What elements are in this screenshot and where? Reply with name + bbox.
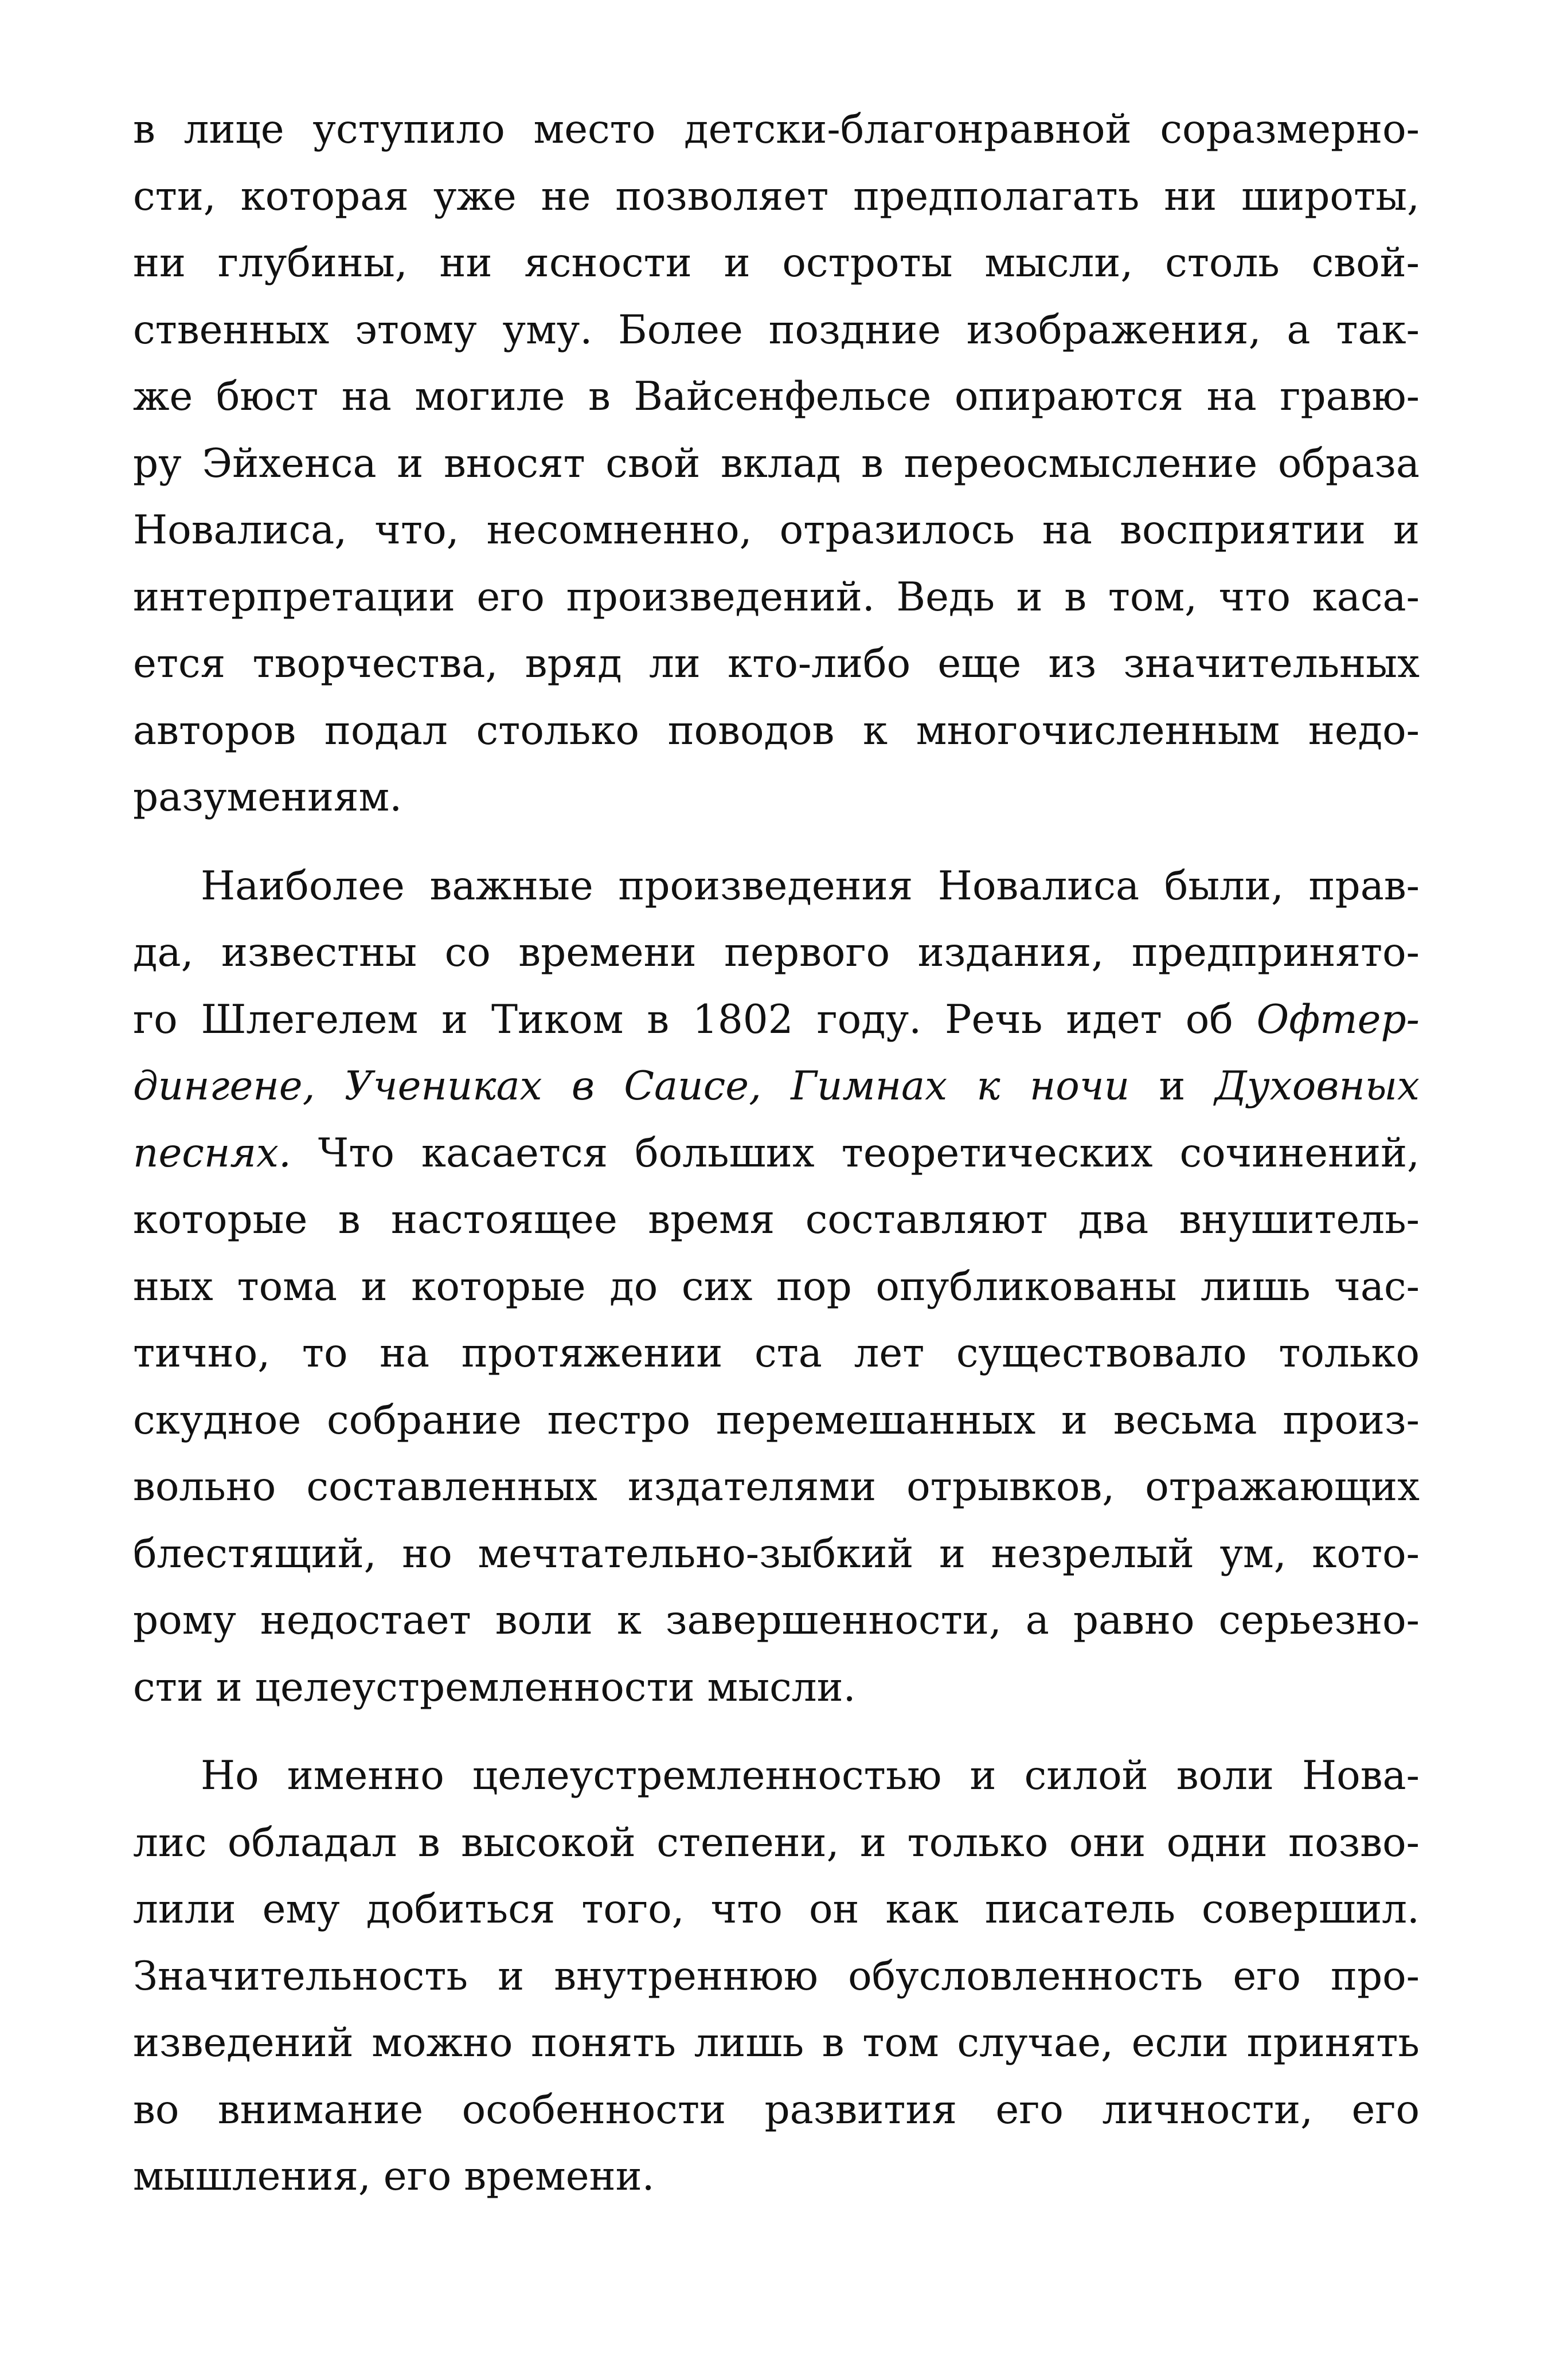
italic-title: песнях. xyxy=(133,1130,291,1176)
text-run: да, известны со времени первого издания, предпринято- xyxy=(133,930,1420,976)
paragraph xyxy=(133,1743,1420,2210)
text-run: рому недостает воли к завершенности, а равно серьезно- xyxy=(133,1598,1420,1643)
text-line xyxy=(133,1743,1420,1810)
text-line xyxy=(133,1943,1420,2010)
text-line xyxy=(133,2143,1420,2210)
text-line xyxy=(133,698,1420,765)
text-line xyxy=(133,919,1420,987)
text-run: ных тома и которые до сих пор опубликованы лишь час- xyxy=(133,1263,1420,1310)
text-run: сти и целеустремленности мысли. xyxy=(133,1664,856,1710)
text-run: сти, которая уже не позволяет предполагать ни широты, xyxy=(133,173,1420,220)
text-run: Новалиса, что, несомненно, отразилось на восприятии и xyxy=(133,507,1420,553)
text-run: ни глубины, ни ясности и остроты мысли, столь свой- xyxy=(133,240,1420,286)
paragraph xyxy=(133,96,1420,831)
italic-title: Офтер- xyxy=(1256,996,1420,1043)
text-line xyxy=(133,564,1420,631)
text-line xyxy=(133,1876,1420,1943)
text-run: изведений можно понять лишь в том случае, если принять xyxy=(133,2020,1420,2066)
text-run: ется творчества, вряд ли кто-либо еще из значительных xyxy=(133,641,1420,687)
text-run: Но именно целеустремленностью и силой воли Нова- xyxy=(201,1753,1420,1799)
text-run: го Шлегелем и Тиком в 1802 году. Речь идет об xyxy=(133,996,1257,1043)
text-run: лис обладал в высокой степени, и только они одни позво- xyxy=(133,1819,1420,1866)
italic-title: Духовных xyxy=(1214,1063,1420,1109)
text-line xyxy=(133,1053,1420,1120)
text-run: мышления, его времени. xyxy=(133,2154,655,2199)
paragraph-gap xyxy=(133,831,1420,853)
paragraph xyxy=(133,853,1420,1721)
text-line xyxy=(133,1810,1420,1877)
text-line xyxy=(133,497,1420,564)
text-run: Значительность и внутреннюю обусловленность его про- xyxy=(133,1953,1420,1999)
text-run: которые в настоящее время составляют два внушитель- xyxy=(133,1197,1420,1243)
text-line xyxy=(133,1187,1420,1254)
text-line xyxy=(133,1654,1420,1721)
text-line xyxy=(133,1320,1420,1387)
text-run: и xyxy=(1129,1063,1215,1109)
text-run: тично, то на протяжении ста лет существовало только xyxy=(133,1330,1420,1376)
text-line xyxy=(133,1587,1420,1654)
text-run: интерпретации его произведений. Ведь и в том, что каса- xyxy=(133,574,1420,620)
text-line xyxy=(133,1387,1420,1454)
text-line xyxy=(133,1120,1420,1187)
text-line xyxy=(133,1454,1420,1521)
text-line xyxy=(133,2010,1420,2077)
text-run: скудное собрание пестро перемешанных и весьма произ- xyxy=(133,1397,1420,1443)
text-line xyxy=(133,631,1420,698)
text-run: Что касается больших теоретических сочинений, xyxy=(291,1130,1420,1176)
text-line xyxy=(133,430,1420,498)
text-line xyxy=(133,853,1420,920)
text-line xyxy=(133,297,1420,364)
text-line xyxy=(133,163,1420,230)
text-run: ственных этому уму. Более поздние изображения, а так- xyxy=(133,307,1420,353)
paragraph-gap xyxy=(133,1721,1420,1743)
text-run: во внимание особенности развития его личности, его xyxy=(133,2087,1420,2133)
text-line xyxy=(133,1254,1420,1321)
text-run: в лице уступило место детски-благонравной соразмерно- xyxy=(133,107,1420,152)
text-run: блестящий, но мечтательно-зыбкий и незрелый ум, кото- xyxy=(133,1530,1420,1577)
text-run: Наиболее важные произведения Новалиса были, прав- xyxy=(201,863,1420,909)
text-line xyxy=(133,230,1420,297)
italic-title: дингене, Учениках в Саисе, Гимнах к ночи xyxy=(133,1063,1130,1109)
text-run: же бюст на могиле в Вайсенфельсе опираются на гравю- xyxy=(133,374,1420,420)
text-run: лили ему добиться того, что он как писатель совершил. xyxy=(133,1886,1420,1932)
text-line xyxy=(133,764,1420,831)
text-run: авторов подал столько поводов к многочисленным недо- xyxy=(133,707,1420,754)
text-run: ру Эйхенса и вносят свой вклад в переосмысление образа xyxy=(133,440,1420,487)
text-line xyxy=(133,987,1420,1054)
text-line xyxy=(133,2077,1420,2144)
text-run: разумениям. xyxy=(133,774,402,820)
text-line xyxy=(133,363,1420,430)
text-line xyxy=(133,96,1420,163)
text-line xyxy=(133,1521,1420,1588)
text-run: вольно составленных издателями отрывков, отражающих xyxy=(133,1464,1420,1510)
body-text xyxy=(133,96,1420,2210)
